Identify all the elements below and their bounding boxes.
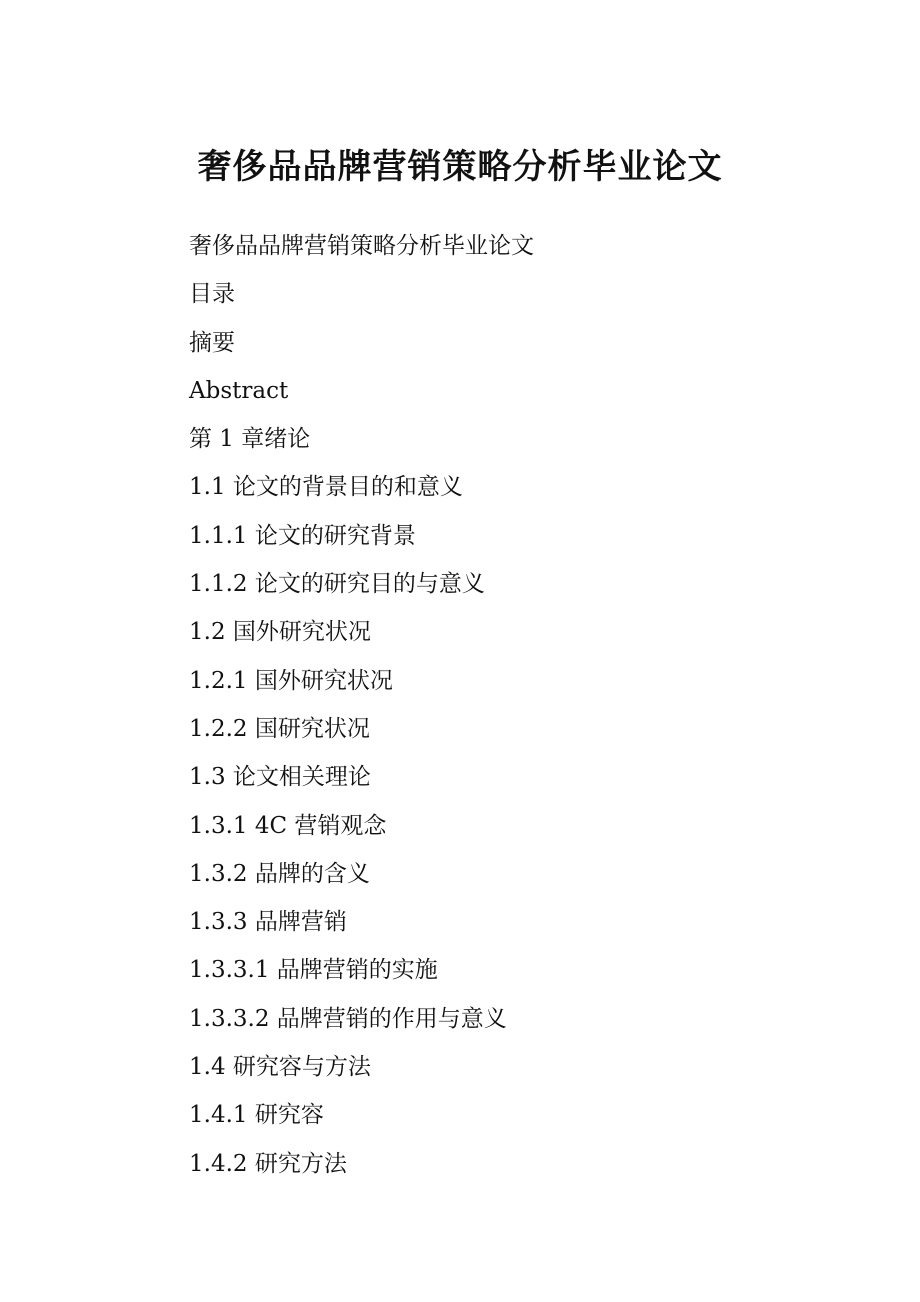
toc-line: 1.2.1 国外研究状况	[189, 667, 393, 694]
toc-line: 目录	[189, 281, 235, 308]
toc-line: 1.3.2 品牌的含义	[189, 860, 370, 887]
toc-line: 摘要	[189, 329, 235, 356]
toc-line: 1.1.2 论文的研究目的与意义	[189, 571, 485, 598]
toc-line: 第 1 章绪论	[189, 426, 311, 453]
toc-line: 1.2 国外研究状况	[189, 619, 371, 646]
toc-line: 1.3.1 4C 营销观念	[189, 812, 387, 839]
toc-line: 1.1 论文的背景目的和意义	[189, 474, 463, 501]
document-title: 奢侈品品牌营销策略分析毕业论文	[197, 147, 723, 187]
toc-line: 奢侈品品牌营销策略分析毕业论文	[189, 233, 534, 259]
toc-line: 1.4 研究容与方法	[189, 1054, 371, 1081]
toc-line: 1.3.3.2 品牌营销的作用与意义	[189, 1005, 507, 1032]
toc-line: Abstract	[189, 377, 289, 404]
toc-line: 1.3.3 品牌营销	[189, 909, 347, 936]
table-of-contents	[189, 222, 534, 1188]
toc-line: 1.1.1 论文的研究背景	[189, 522, 416, 549]
toc-line: 1.2.2 国研究状况	[189, 715, 370, 742]
toc-line: 1.4.2 研究方法	[189, 1150, 347, 1177]
toc-line: 1.4.1 研究容	[189, 1102, 324, 1129]
toc-line: 1.3 论文相关理论	[189, 764, 371, 791]
toc-line: 1.3.3.1 品牌营销的实施	[189, 957, 438, 984]
